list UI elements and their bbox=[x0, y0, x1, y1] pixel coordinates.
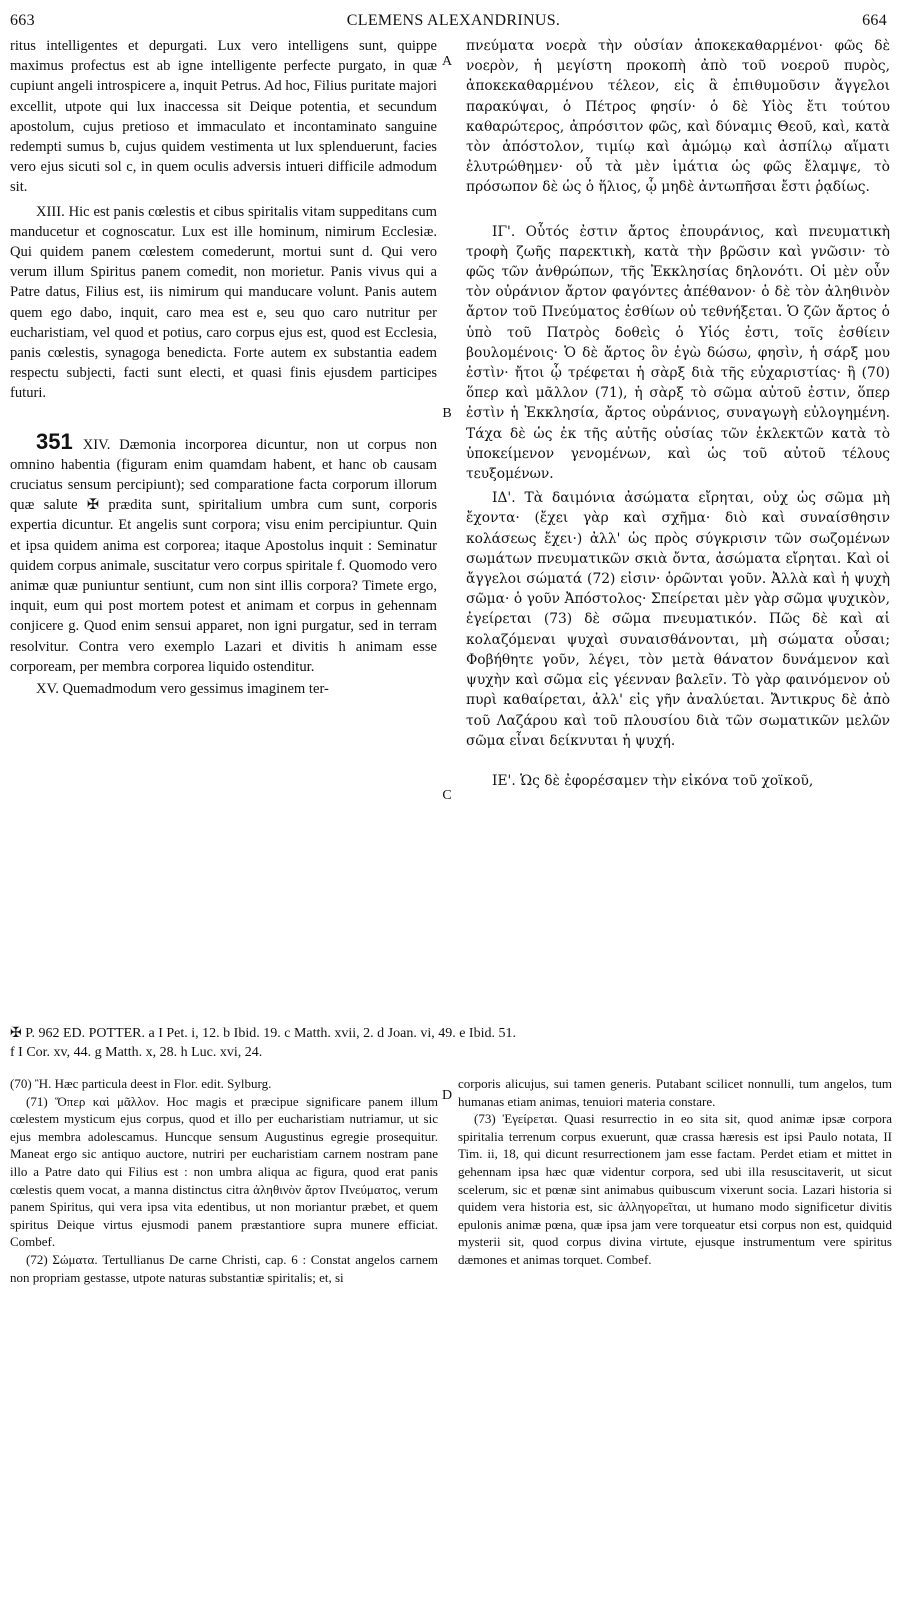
latin-column bbox=[10, 36, 437, 699]
margin-letter-a: A bbox=[441, 54, 453, 69]
notes-left-column bbox=[10, 1075, 438, 1286]
latin-paragraph-xiv bbox=[10, 428, 437, 677]
greek-paragraph: ΙΔ'. Τὰ δαιμόνια ἀσώματα εἴρηται, οὐχ ὡς σῶμα μὴ ἔχοντα· (ἔχει γὰρ καὶ σχῆμα· διὸ καὶ συναίσθησιν κολάσεως ἔχει·) ἀλλ' ὡς πρὸς σύγκρισιν τῶν σωζομένων σωμάτων πνευματικῶν σκιὰ ὄντα, ἀσώματα εἴρηται. Καὶ οἱ ἄγγελοι σώματά (72) εἰσιν· ὁρῶνται γοῦν. Ἀλλὰ καὶ ἡ ψυχὴ σῶμα· ὁ γοῦν Ἀπόστολος· Σπείρεται μὲν γὰρ σῶμα ψυχικὸν, ἐγείρεται (73) δὲ σῶμα πνευματικόν. Πῶς δὲ καὶ αἱ κολαζόμεναι ψυχαὶ συναισθάνονται, μὴ σώματα οὖσαι; Φοβήθητε γοῦν, λέγει, τὸν μετὰ θάνατον δυνάμενον καὶ ψυχὴν καὶ σῶμα εἰς γέενναν βαλεῖν. Τὸ γὰρ φαινόμενον οὐ πυρὶ καθαίρεται, ἀλλ' εἰς γῆν ἀναλύεται. Ἄντικρυς δὲ ἀπὸ τοῦ Λαζάρου καὶ τοῦ πλουσίου διὰ τῶν σωματικῶν μελῶν σῶμα εἶναι δείκνυται ἡ ψυχή. bbox=[466, 490, 890, 749]
latin-paragraph: ritus intelligentes et depurgati. Lux vero intelligens sunt, quippe maximus profectus est ab igne intelligente perfecte purgato, in quæ cupiunt angeli introspicere a, inquit Petrus. Ad hoc, Filius puritate majori excellit, utpote qui lux inaccessa sit Deique potentia, et secundum apostolum, cujus pretioso et immaculato et incontaminato sanguine redempti sumus b, cujus quidem vestimenta ut lux splenduerunt, facies vero ejus sicuti sol c, in quem oculis adversis intueri difficile admodum sit. bbox=[10, 38, 437, 196]
note-73: (73) Ἐγείρεται. Quasi resurrectio in eo sita sit, quod animæ ipsæ corpora spiritalia terrenum corpus exuerunt, quæ crassa hæresis est ipsi Paulo notata, II Tim. ii, 18, qui dicunt resurrectionem jam esse factam. Perdet etiam et mittet in gehennam ipsa hæc quæ videntur corpora, sed ubi illa resuscitaverit, ut sicut scelerum, sic et pœnæ sint animabus quibuscum vixerunt socia. Lazari historia si quidem vera historia est, sic ἀλληγορεῖται, ut humano modo significetur divitis epulonis animæ pœna, quæ ipsa jam vere torqueatur etsi corpus non est, quidquid mysterii sit, quod corpus divina virtute, ejusque instrumentum vere spiritus dæmones et animas torquet. Combef. bbox=[458, 1111, 892, 1267]
running-title: CLEMENS ALEXANDRINUS. bbox=[346, 12, 561, 29]
greek-paragraph: ΙΓ'. Οὗτός ἐστιν ἄρτος ἐπουράνιος, καὶ πνευματικὴ τροφὴ ζωῆς παρεκτικὴ, κατὰ τὴν βρῶσιν καὶ γνῶσιν· τὸ φῶς τῶν ἀνθρώπων, τῆς Ἐκκλησίας δηλονότι. Οἱ μὲν οὖν τὸν οὐράνιον ἄρτον φαγόντες ἀπέθανον· ὁ δὲ τὸν ἀληθινὸν ἄρτον τοῦ Πνεύματος ἐσθίων οὐ τεθνήξεται. Ὁ ζῶν ἄρτος ὁ ὑπὸ τοῦ Πατρὸς δοθεὶς ὁ Υἱός ἐστι, τοῖς ἐσθίειν βουλομένοις· Ὁ δὲ ἄρτος ὃν ἐγὼ δώσω, φησὶν, ἡ σάρξ μου ἐστὶν· ἤτοι ᾧ τρέφεται ἡ σὰρξ διὰ τῆς εὐχαριστίας· ἢ (70) ὅπερ καὶ μᾶλλον (71), ἡ σὰρξ τὸ σῶμα αὐτοῦ ἐστιν, ὅπερ ἐστὶν ἡ Ἐκκλησία, ἄρτος οὐράνιος, συναγωγὴ εὐλογημένη. Τάχα δὲ ὡς ἐκ τῆς αὐτῆς οὐσίας τῶν ἐκλεκτῶν κατὰ τὸ ὑποκείμενον γενομένων, καὶ ὡς τοῦ αὐτοῦ τέλους τευξομένων. bbox=[466, 223, 890, 483]
note-71: (71) Ὅπερ καὶ μᾶλλον. Hoc magis et præcipue significare panem illum cœlestem mysticum ejus corpus, quod et illo per eucharistiam nutriamur, ut sic ejus membra adolescamus. Huncque sensum Augustinus egregie prosequitur. Maneat ergo sic antiquo auctore, nutriri per eucharistiam carnem nostram pane illo a Patre dato qui Filius est : non umbra aliqua ac figura, quod erat panis cœlestis quem vocat, a manna distinctus citra ἀληθινὸν ἄρτον Πνεύματος, verum panem Spiritus, qui vera ipsa vita edentibus, ut non moriantur præbet, et quem spiritus Deique virtus ejusmodi panem præstantiore supra munere efficiat. Combef. bbox=[10, 1093, 438, 1250]
note-70: (70) Ἢ. Hæc particula deest in Flor. edit. Sylburg. bbox=[10, 1076, 272, 1091]
scripture-references bbox=[10, 1024, 890, 1062]
margin-letter-b: B bbox=[442, 406, 452, 421]
note-72: (72) Σώματα. Tertullianus De carne Christi, cap. 6 : Constat angelos carnem non propriam gestasse, utpote naturas substantiæ spiritalis; et, si bbox=[10, 1251, 438, 1285]
margin-letter-c: C bbox=[442, 788, 452, 803]
reference-line: f I Cor. xv, 44. g Matth. x, 28. h Luc. xvi, 24. bbox=[10, 1045, 263, 1060]
note-72-continued: corporis alicujus, sui tamen generis. Putabant scilicet nonnulli, tum angelos, tum humanas etiam animas, tenuiori materia constare. bbox=[458, 1076, 892, 1109]
latin-paragraph-text: XIV. Dæmonia incorporea dicuntur, non ut corpus non omnino habentia (figuram enim quamdam habent, et hanc ob causam cruciatus sensum percipiunt); sed comparatione facta corporum illorum quæ salute ✠ prædita sunt, spiritalium umbra cum sunt, corporis expertia dicuntur. Et angelis sunt corpora; visu enim percipiuntur. Quin et ipsa quidem anima est corporea; itaque Apostolus inquit : Seminatur quidem corpus animale, suscitatur vero corpus spiritale f. Quomodo vero animæ quæ puniuntur sentiunt, cum non sint illis corpora? Timete ergo, inquit, eum qui post mortem potest et animam et corpus in gehennam conjicere g. Quod enim sensui apparet, non igni purgatur, sed in terram resolvitur. Contra vero exemplo Lazari et divitis h animam esse corpoream, per membra corporea liquido ostenditur. bbox=[10, 436, 437, 675]
right-page-number: 664 bbox=[862, 12, 887, 29]
latin-paragraph: XV. Quemadmodum vero gessimus imaginem ter- bbox=[36, 681, 329, 698]
margin-letter-d: D bbox=[441, 1088, 453, 1103]
greek-column bbox=[466, 36, 890, 791]
notes-right-column bbox=[458, 1075, 892, 1269]
reference-line: ✠ P. 962 ED. POTTER. a I Pet. i, 12. b Ibid. 19. c Matth. xvii, 2. d Joan. vi, 49. e Ibid. 51. bbox=[10, 1026, 516, 1041]
running-header bbox=[0, 12, 907, 36]
column-number: 351 bbox=[36, 428, 73, 454]
left-page-number: 663 bbox=[10, 12, 35, 29]
latin-paragraph: XIII. Hic est panis cœlestis et cibus spiritalis vitam suppeditans cum manducetur et cognoscatur. Lux est ille hominum, nimirum Ecclesiæ. Qui quidem panem cœlestem comederunt, mortui sunt d. Qui vero verum illum Spiritus panem comedit, non morietur. Panis vivus qui a Patre datus, Filius est, iis nimirum qui manducare volunt. Panis autem quem ego dabo, inquit, caro mea est e, seu quo caro nutritur per eucharistiam, vel quod et potius, caro corpus ejus est, quod est Ecclesia, panis cœlestis, synagoga benedicta. Forte autem ex substantia eadem respectu subjecti, facti sunt electi, et quasi finis ejusdem participes futuri. bbox=[10, 203, 437, 402]
greek-paragraph: ΙΕ'. Ὡς δὲ ἐφορέσαμεν τὴν εἰκόνα τοῦ χοϊκοῦ, bbox=[492, 772, 814, 789]
greek-paragraph: πνεύματα νοερὰ τὴν οὐσίαν ἀποκεκαθαρμένοι· φῶς δὲ νοερὸν, ἡ μεγίστη προκοπὴ ἀπὸ τοῦ νοεροῦ πυρὸς, ἀποκεκαθαρμένου τέλεον, εἰς ἃ ἐπιθυμοῦσιν ἄγγελοι παρακύψαι, ὁ Πέτρος φησίν· ὁ δὲ Υἱὸς ἔτι τούτου καθαρώτερος, ἀπρόσιτον φῶς, καὶ δύναμις Θεοῦ, καὶ, κατὰ τὸν ἀπόστολον, τιμίῳ καὶ ἀμώμῳ καὶ ἀσπίλῳ αἵματι ἐλυτρώθημεν· οὗ τὰ μὲν ἱμάτια ὡς φῶς ἔλαμψε, τὸ πρόσωπον δὲ ὡς ὁ ἥλιος, ᾧ μηδὲ ἀντωπῆσαι ἔστι ῥᾳδίως. bbox=[466, 38, 890, 196]
